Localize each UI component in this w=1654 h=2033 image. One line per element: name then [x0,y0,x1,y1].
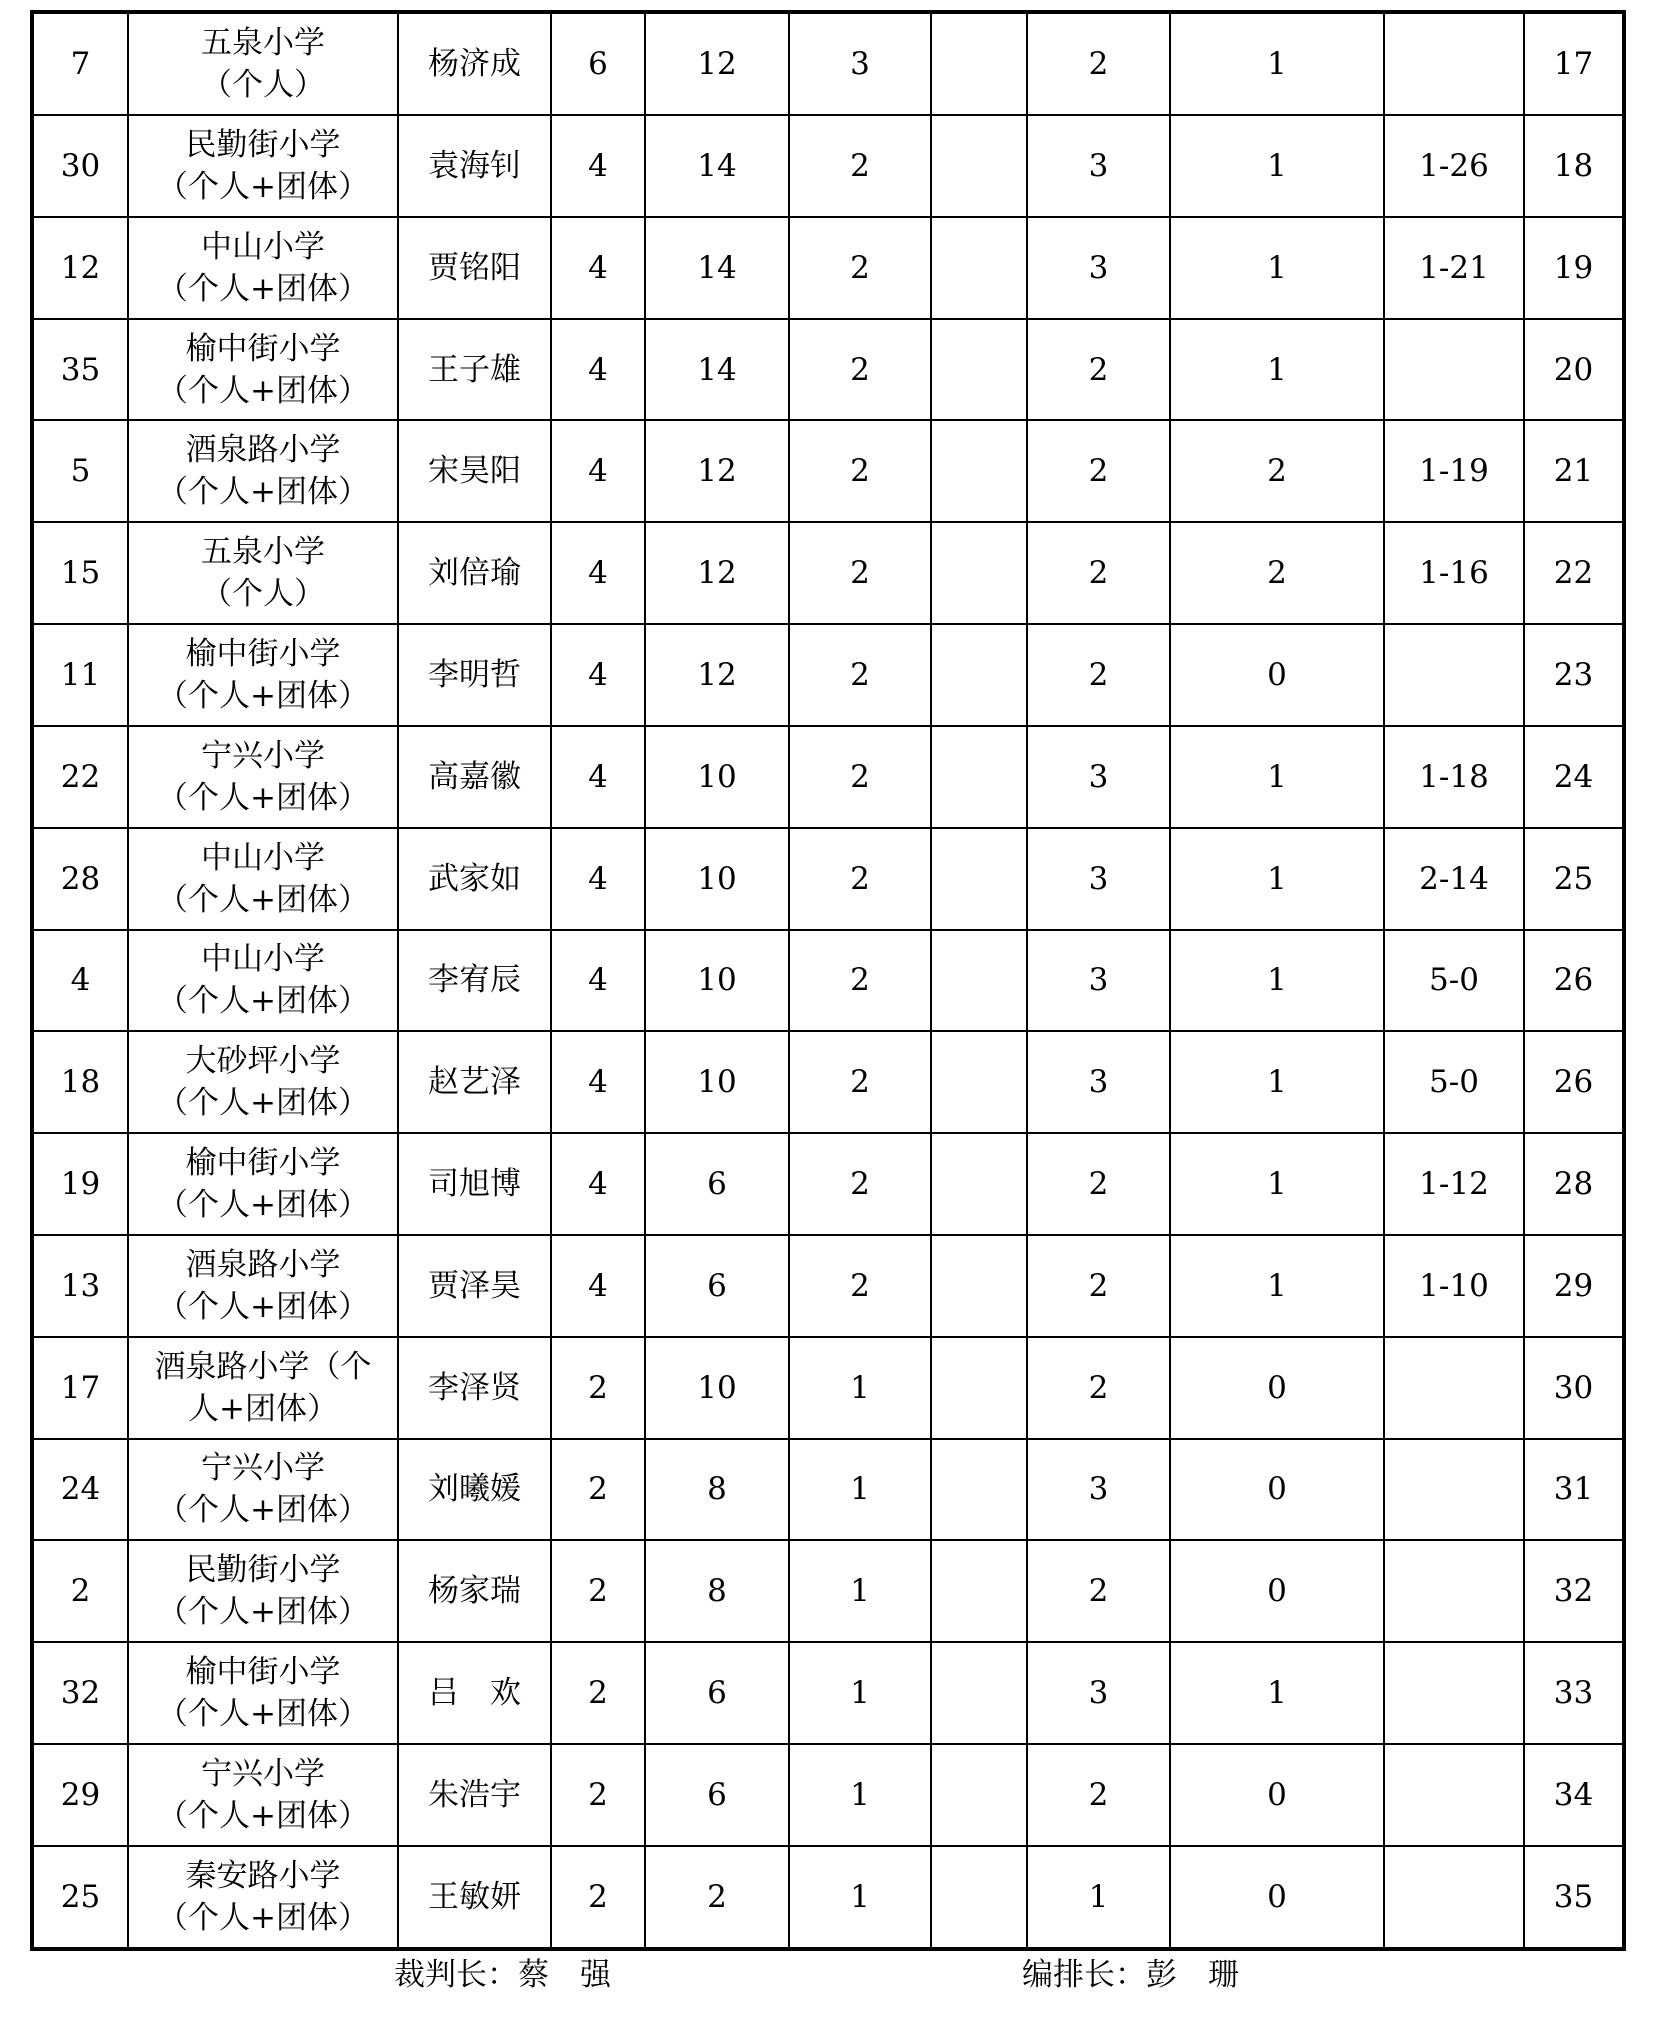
score-cell: 1 [1170,726,1384,828]
tiebreak-cell: 1-21 [1384,217,1524,319]
score-cell: 1 [1170,930,1384,1032]
tiebreak-cell [1384,319,1524,421]
chief-arranger-label: 编排长：彭 珊 [1022,1957,1239,1993]
score-cell: 12 [645,12,789,115]
table-row [32,1744,1624,1846]
tiebreak-cell [1384,1540,1524,1642]
table-row [32,1439,1624,1541]
score-cell: 12 [645,522,789,624]
score-cell [931,624,1027,726]
tiebreak-cell: 2-14 [1384,828,1524,930]
rank-cell: 30 [1524,1337,1624,1439]
rank-cell: 23 [1524,624,1624,726]
rank-cell: 35 [1524,1846,1624,1949]
tiebreak-cell: 1-19 [1384,420,1524,522]
score-cell: 12 [645,624,789,726]
score-cell: 12 [645,420,789,522]
table-row [32,1235,1624,1337]
score-cell: 3 [1027,1439,1170,1541]
rank-cell: 32 [1524,1540,1624,1642]
player-name-cell: 高嘉徽 [398,726,551,828]
table-row [32,420,1624,522]
player-number-cell: 35 [32,319,128,421]
score-cell [931,828,1027,930]
tiebreak-cell [1384,624,1524,726]
score-cell: 10 [645,1031,789,1133]
player-name-cell: 贾铭阳 [398,217,551,319]
school-cell: 榆中街小学 （个人+团体） [128,1133,398,1235]
tiebreak-cell [1384,1846,1524,1949]
school-cell: 酒泉路小学（个 人+团体） [128,1337,398,1439]
rank-cell: 28 [1524,1133,1624,1235]
score-cell: 1 [1170,115,1384,217]
score-cell: 6 [645,1744,789,1846]
score-cell: 2 [1170,522,1384,624]
score-cell: 4 [551,115,645,217]
score-cell: 2 [789,930,931,1032]
score-cell: 4 [551,930,645,1032]
score-cell: 10 [645,1337,789,1439]
score-cell: 2 [1027,522,1170,624]
table-row [32,1031,1624,1133]
score-cell: 14 [645,115,789,217]
score-cell [931,1337,1027,1439]
school-cell: 中山小学 （个人+团体） [128,828,398,930]
score-cell: 1 [1170,828,1384,930]
player-number-cell: 4 [32,930,128,1032]
rank-cell: 24 [1524,726,1624,828]
score-cell: 1 [1170,1642,1384,1744]
school-cell: 中山小学 （个人+团体） [128,930,398,1032]
score-cell: 2 [551,1337,645,1439]
score-cell: 2 [789,319,931,421]
score-cell: 2 [789,726,931,828]
score-cell [931,217,1027,319]
score-cell: 3 [1027,1642,1170,1744]
player-number-cell: 22 [32,726,128,828]
score-cell: 2 [789,624,931,726]
score-cell: 2 [789,420,931,522]
table-row [32,115,1624,217]
score-cell [931,522,1027,624]
tiebreak-cell: 1-18 [1384,726,1524,828]
rank-cell: 33 [1524,1642,1624,1744]
table-row [32,522,1624,624]
school-cell: 榆中街小学 （个人+团体） [128,319,398,421]
score-cell [931,319,1027,421]
score-cell: 2 [1027,1540,1170,1642]
table-row [32,828,1624,930]
player-number-cell: 15 [32,522,128,624]
table-row [32,1642,1624,1744]
score-cell: 3 [1027,930,1170,1032]
score-cell: 6 [645,1235,789,1337]
score-cell [931,930,1027,1032]
score-cell: 3 [1027,217,1170,319]
score-cell: 4 [551,1235,645,1337]
score-cell: 2 [1027,1133,1170,1235]
score-cell [931,1642,1027,1744]
player-name-cell: 司旭博 [398,1133,551,1235]
score-cell [931,12,1027,115]
score-cell: 4 [551,726,645,828]
score-cell: 1 [789,1846,931,1949]
score-cell [931,1133,1027,1235]
score-cell: 10 [645,726,789,828]
rank-cell: 26 [1524,930,1624,1032]
player-name-cell: 吕 欢 [398,1642,551,1744]
rank-cell: 34 [1524,1744,1624,1846]
tiebreak-cell: 5-0 [1384,1031,1524,1133]
table-body [32,12,1624,1949]
school-cell: 榆中街小学 （个人+团体） [128,1642,398,1744]
chief-referee-label: 裁判长：蔡 强 [394,1957,611,1993]
player-number-cell: 29 [32,1744,128,1846]
score-cell: 2 [551,1540,645,1642]
player-name-cell: 宋昊阳 [398,420,551,522]
score-cell: 2 [1027,624,1170,726]
score-cell: 0 [1170,1439,1384,1541]
school-cell: 大砂坪小学 （个人+团体） [128,1031,398,1133]
score-cell: 2 [789,1235,931,1337]
player-name-cell: 杨济成 [398,12,551,115]
player-number-cell: 17 [32,1337,128,1439]
score-cell: 3 [1027,726,1170,828]
score-cell: 1 [789,1642,931,1744]
player-name-cell: 袁海钊 [398,115,551,217]
player-number-cell: 19 [32,1133,128,1235]
table-row [32,930,1624,1032]
player-number-cell: 7 [32,12,128,115]
score-cell: 0 [1170,1846,1384,1949]
score-cell: 6 [551,12,645,115]
score-cell: 4 [551,217,645,319]
school-cell: 民勤街小学 （个人+团体） [128,115,398,217]
score-cell: 4 [551,522,645,624]
player-number-cell: 28 [32,828,128,930]
score-cell: 2 [789,115,931,217]
score-cell: 2 [789,217,931,319]
school-cell: 中山小学 （个人+团体） [128,217,398,319]
score-cell: 1 [1170,217,1384,319]
score-cell: 4 [551,828,645,930]
rank-cell: 21 [1524,420,1624,522]
tiebreak-cell [1384,1337,1524,1439]
tiebreak-cell: 1-12 [1384,1133,1524,1235]
score-cell: 1 [1170,12,1384,115]
player-name-cell: 王子雄 [398,319,551,421]
score-cell: 2 [1027,1744,1170,1846]
score-cell: 1 [789,1540,931,1642]
tiebreak-cell: 5-0 [1384,930,1524,1032]
player-number-cell: 13 [32,1235,128,1337]
table-row [32,217,1624,319]
rank-cell: 25 [1524,828,1624,930]
score-cell: 4 [551,420,645,522]
score-cell: 2 [789,828,931,930]
player-number-cell: 25 [32,1846,128,1949]
score-cell: 14 [645,217,789,319]
player-number-cell: 12 [32,217,128,319]
player-name-cell: 刘曦媛 [398,1439,551,1541]
score-cell: 2 [789,1031,931,1133]
school-cell: 榆中街小学 （个人+团体） [128,624,398,726]
tiebreak-cell: 1-26 [1384,115,1524,217]
score-cell: 2 [789,522,931,624]
rank-cell: 17 [1524,12,1624,115]
score-cell: 8 [645,1439,789,1541]
rank-cell: 18 [1524,115,1624,217]
score-cell: 0 [1170,624,1384,726]
player-number-cell: 24 [32,1439,128,1541]
player-name-cell: 朱浩宇 [398,1744,551,1846]
rank-cell: 31 [1524,1439,1624,1541]
rank-cell: 29 [1524,1235,1624,1337]
player-name-cell: 李宥辰 [398,930,551,1032]
score-cell [931,1846,1027,1949]
score-cell: 2 [551,1642,645,1744]
school-cell: 宁兴小学 （个人+团体） [128,1744,398,1846]
score-cell [931,115,1027,217]
table-row [32,624,1624,726]
school-cell: 五泉小学 （个人） [128,12,398,115]
score-cell: 1 [1027,1846,1170,1949]
score-cell: 2 [1027,12,1170,115]
score-cell [931,726,1027,828]
score-cell [931,1439,1027,1541]
score-cell: 3 [1027,828,1170,930]
player-name-cell: 武家如 [398,828,551,930]
score-cell: 3 [789,12,931,115]
table-row [32,726,1624,828]
player-number-cell: 18 [32,1031,128,1133]
school-cell: 宁兴小学 （个人+团体） [128,1439,398,1541]
player-number-cell: 11 [32,624,128,726]
tiebreak-cell [1384,1642,1524,1744]
score-cell: 14 [645,319,789,421]
score-cell: 1 [789,1439,931,1541]
score-cell [931,1235,1027,1337]
score-cell: 3 [1027,1031,1170,1133]
tiebreak-cell [1384,1744,1524,1846]
score-cell: 1 [1170,1235,1384,1337]
player-name-cell: 贾泽昊 [398,1235,551,1337]
score-cell: 2 [1027,1235,1170,1337]
score-cell [931,420,1027,522]
player-number-cell: 30 [32,115,128,217]
score-cell: 10 [645,828,789,930]
score-cell: 4 [551,624,645,726]
score-cell: 2 [1027,319,1170,421]
score-cell: 0 [1170,1337,1384,1439]
score-cell [931,1744,1027,1846]
score-cell: 2 [1027,420,1170,522]
score-cell: 4 [551,1031,645,1133]
score-cell [931,1540,1027,1642]
score-cell: 4 [551,1133,645,1235]
score-cell: 4 [551,319,645,421]
school-cell: 宁兴小学 （个人+团体） [128,726,398,828]
school-cell: 秦安路小学 （个人+团体） [128,1846,398,1949]
score-cell: 2 [645,1846,789,1949]
player-number-cell: 5 [32,420,128,522]
school-cell: 民勤街小学 （个人+团体） [128,1540,398,1642]
score-cell: 0 [1170,1540,1384,1642]
score-cell: 8 [645,1540,789,1642]
school-cell: 五泉小学 （个人） [128,522,398,624]
score-cell: 2 [1027,1337,1170,1439]
table-row [32,319,1624,421]
score-cell: 2 [551,1846,645,1949]
player-number-cell: 32 [32,1642,128,1744]
score-cell: 6 [645,1133,789,1235]
tiebreak-cell [1384,12,1524,115]
table-row [32,1846,1624,1949]
rank-cell: 20 [1524,319,1624,421]
score-cell [931,1031,1027,1133]
school-cell: 酒泉路小学 （个人+团体） [128,420,398,522]
table-row [32,1337,1624,1439]
player-name-cell: 李泽贤 [398,1337,551,1439]
table-row [32,12,1624,115]
school-cell: 酒泉路小学 （个人+团体） [128,1235,398,1337]
score-cell: 1 [1170,1031,1384,1133]
score-cell: 10 [645,930,789,1032]
score-cell: 2 [789,1133,931,1235]
score-cell: 1 [789,1744,931,1846]
score-cell: 6 [645,1642,789,1744]
score-cell: 3 [1027,115,1170,217]
score-cell: 1 [1170,1133,1384,1235]
player-name-cell: 李明哲 [398,624,551,726]
score-cell: 2 [551,1744,645,1846]
rank-cell: 22 [1524,522,1624,624]
tiebreak-cell: 1-16 [1384,522,1524,624]
tiebreak-cell: 1-10 [1384,1235,1524,1337]
score-cell: 0 [1170,1744,1384,1846]
player-name-cell: 杨家瑞 [398,1540,551,1642]
rank-cell: 19 [1524,217,1624,319]
player-name-cell: 刘倍瑜 [398,522,551,624]
score-cell: 1 [789,1337,931,1439]
rank-cell: 26 [1524,1031,1624,1133]
player-number-cell: 2 [32,1540,128,1642]
table-row [32,1540,1624,1642]
player-name-cell: 王敏妍 [398,1846,551,1949]
tiebreak-cell [1384,1439,1524,1541]
table-row [32,1133,1624,1235]
player-name-cell: 赵艺泽 [398,1031,551,1133]
score-cell: 2 [1170,420,1384,522]
results-table [30,10,1626,1951]
score-cell: 2 [551,1439,645,1541]
score-cell: 1 [1170,319,1384,421]
